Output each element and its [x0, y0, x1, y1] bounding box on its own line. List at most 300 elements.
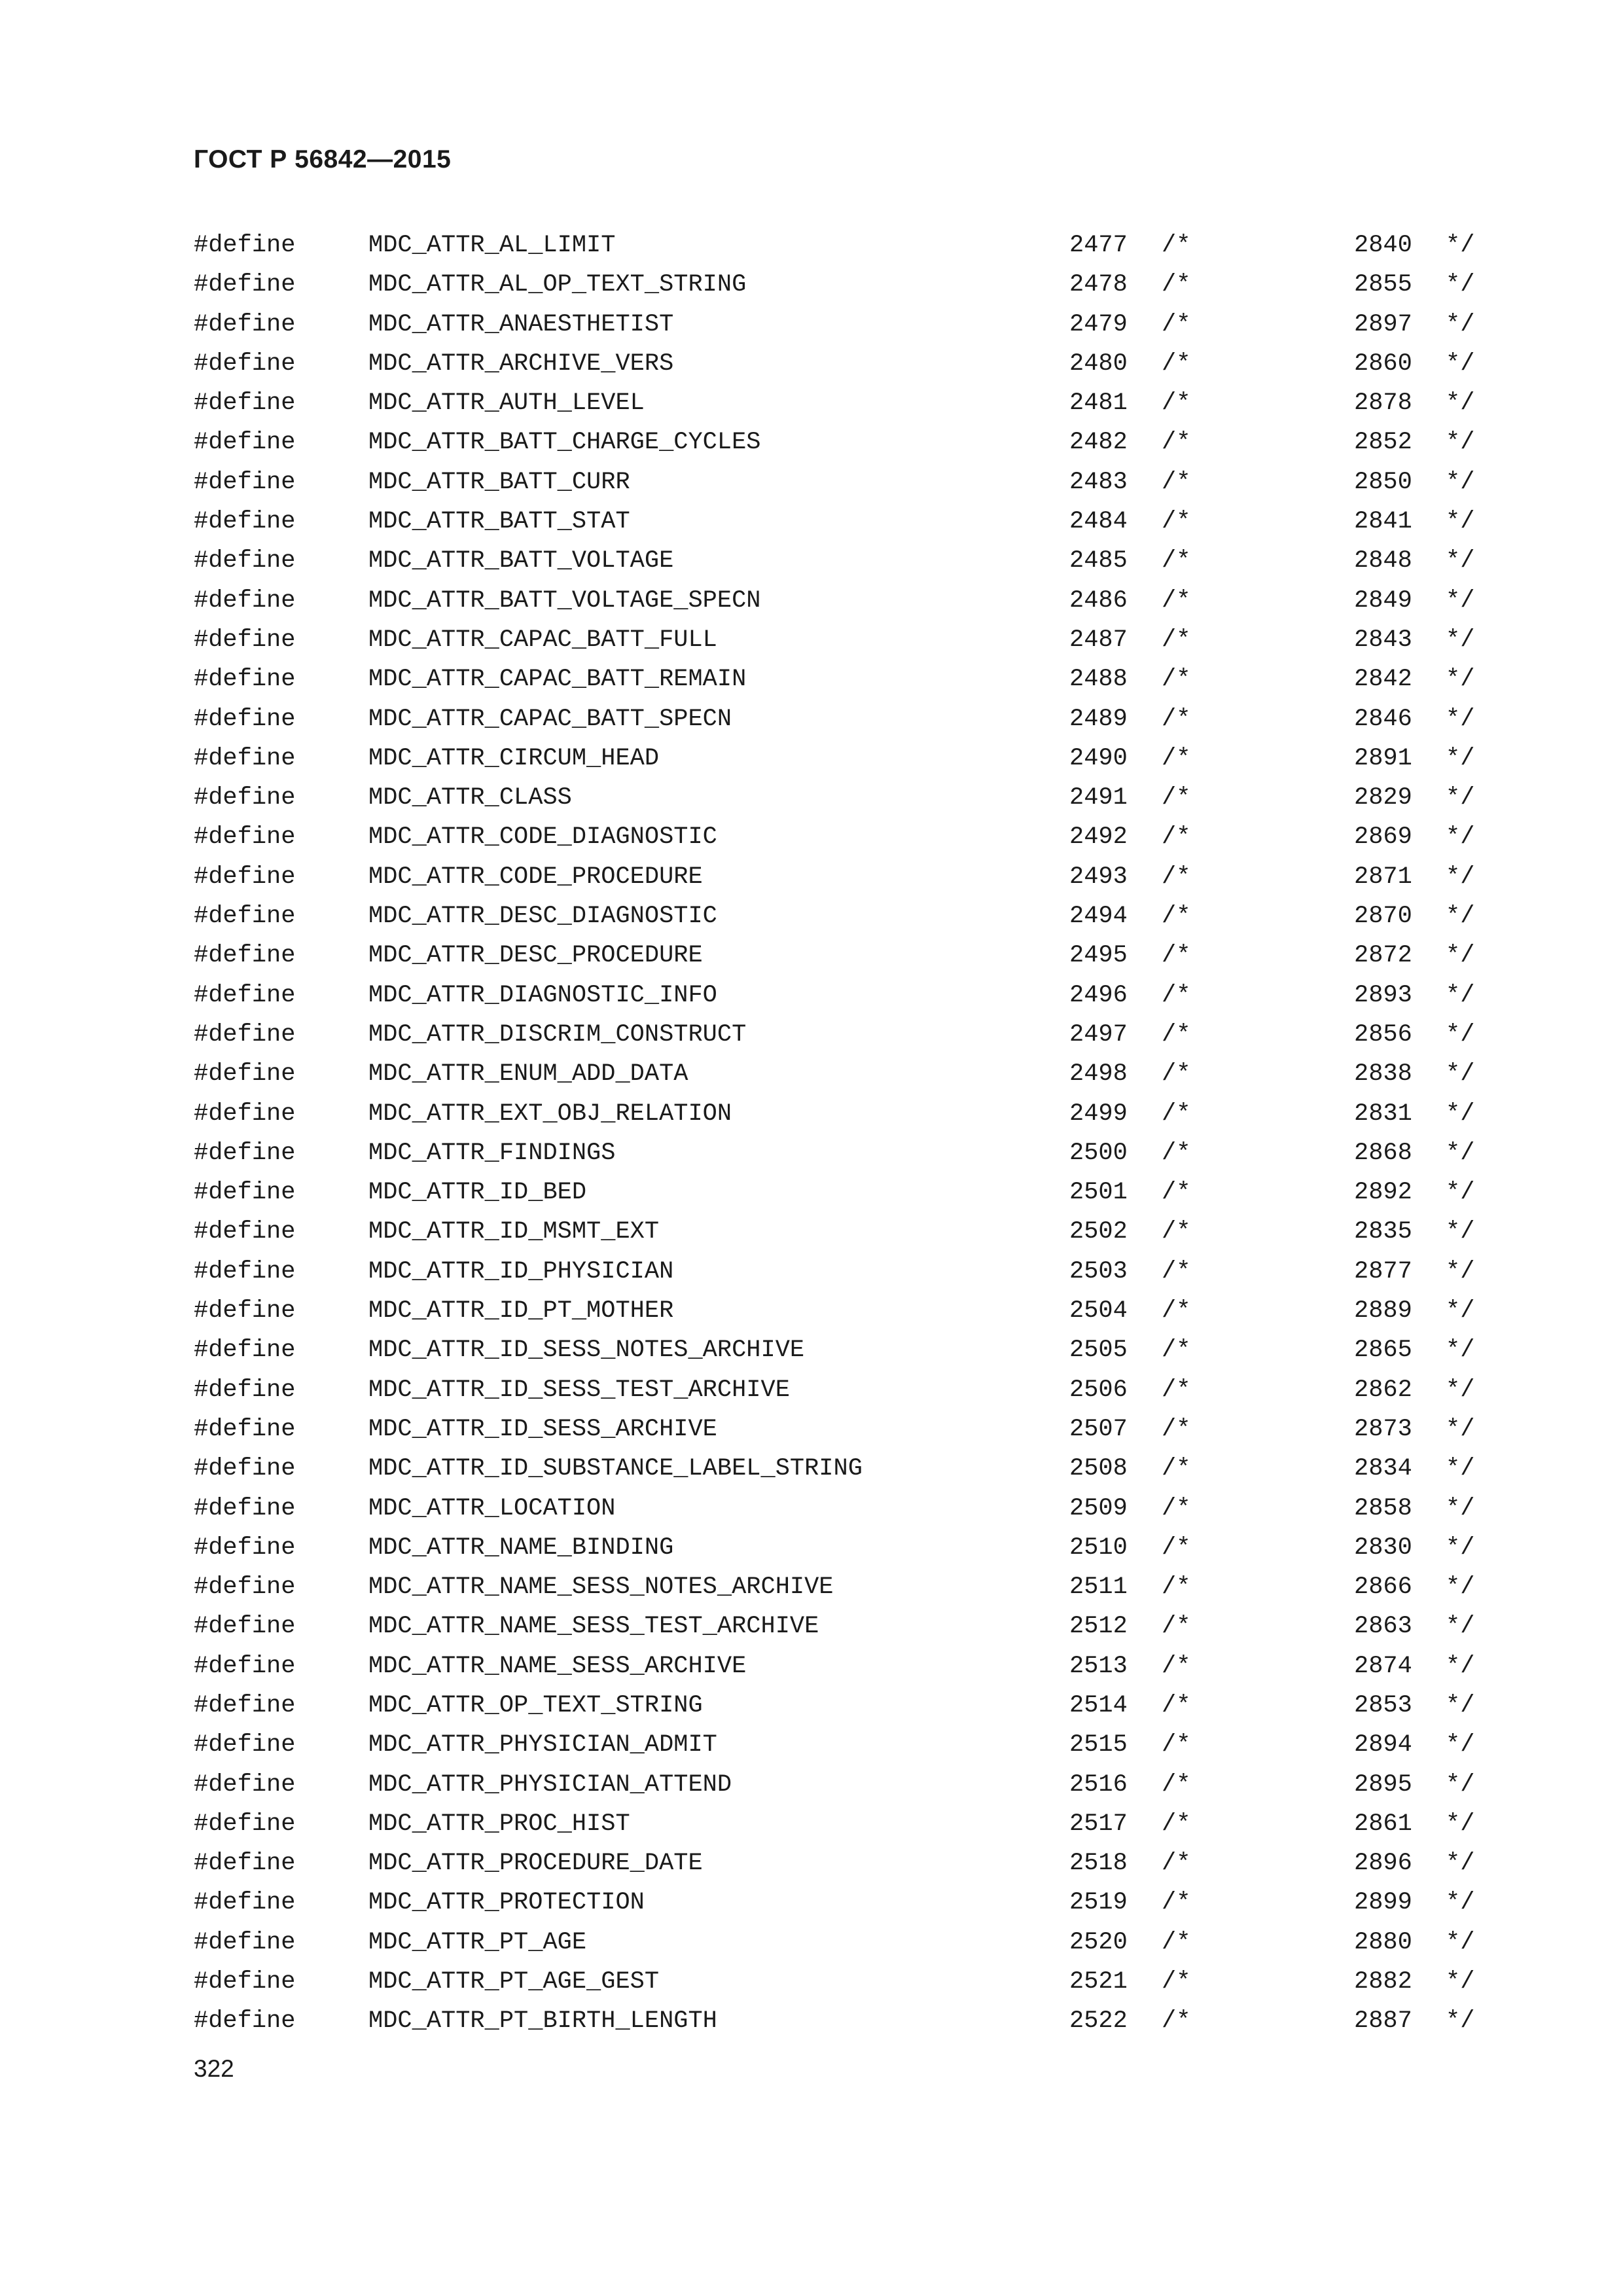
comment-open: /*: [1162, 1534, 1191, 1562]
define-value: 2481: [1069, 389, 1128, 418]
comment-code: 2861: [1354, 1810, 1412, 1838]
comment-code: 2880: [1354, 1928, 1412, 1956]
comment-close: */: [1446, 1415, 1475, 1443]
comment-code: 2873: [1354, 1415, 1412, 1443]
define-row: [0, 1844, 1623, 1883]
define-row: [0, 1252, 1623, 1291]
comment-open: /*: [1162, 389, 1191, 418]
comment-code: 2858: [1354, 1494, 1412, 1522]
comment-close: */: [1446, 1850, 1475, 1878]
comment-open: /*: [1162, 1770, 1191, 1799]
define-keyword: #define: [194, 784, 296, 812]
define-keyword: #define: [194, 310, 296, 338]
comment-code: 2843: [1354, 626, 1412, 654]
define-name: MDC_ATTR_ID_SESS_NOTES_ARCHIVE: [368, 1336, 805, 1365]
define-row: [0, 541, 1623, 581]
comment-open: /*: [1162, 1218, 1191, 1246]
define-value: 2506: [1069, 1376, 1128, 1404]
define-name: MDC_ATTR_ARCHIVE_VERS: [368, 350, 674, 378]
define-keyword: #define: [194, 232, 296, 259]
define-row: [0, 700, 1623, 739]
define-keyword: #define: [194, 1928, 296, 1956]
comment-close: */: [1446, 942, 1475, 970]
define-row: [0, 1449, 1623, 1488]
comment-close: */: [1446, 903, 1475, 931]
define-name: MDC_ATTR_LOCATION: [368, 1494, 616, 1522]
define-row: [0, 817, 1623, 857]
define-keyword: #define: [194, 1850, 296, 1878]
comment-open: /*: [1162, 1179, 1191, 1207]
define-name: MDC_ATTR_CAPAC_BATT_FULL: [368, 626, 717, 654]
define-row: [0, 1212, 1623, 1251]
comment-open: /*: [1162, 271, 1191, 299]
comment-open: /*: [1162, 823, 1191, 852]
define-keyword: #define: [194, 271, 296, 299]
define-value: 2522: [1069, 2007, 1128, 2036]
define-value: 2490: [1069, 744, 1128, 772]
comment-close: */: [1446, 1060, 1475, 1088]
define-keyword: #define: [194, 1060, 296, 1088]
comment-code: 2835: [1354, 1218, 1412, 1246]
define-row: [0, 739, 1623, 778]
comment-code: 2862: [1354, 1376, 1412, 1404]
define-value: 2507: [1069, 1415, 1128, 1443]
define-value: 2496: [1069, 981, 1128, 1009]
define-row: [0, 1686, 1623, 1725]
define-name: MDC_ATTR_ENUM_ADD_DATA: [368, 1060, 688, 1088]
define-row: [0, 1568, 1623, 1607]
comment-close: */: [1446, 981, 1475, 1009]
comment-close: */: [1446, 1336, 1475, 1365]
define-value: 2497: [1069, 1020, 1128, 1049]
define-row: [0, 976, 1623, 1015]
comment-code: 2870: [1354, 903, 1412, 931]
comment-close: */: [1446, 1534, 1475, 1562]
comment-open: /*: [1162, 1415, 1191, 1443]
define-value: 2488: [1069, 666, 1128, 694]
define-value: 2480: [1069, 350, 1128, 378]
comment-open: /*: [1162, 1100, 1191, 1128]
define-keyword: #define: [194, 626, 296, 654]
define-row: [0, 1489, 1623, 1528]
define-name: MDC_ATTR_ID_PHYSICIAN: [368, 1257, 674, 1285]
define-row: [0, 1054, 1623, 1094]
define-row: [0, 423, 1623, 462]
comment-open: /*: [1162, 2007, 1191, 2036]
define-value: 2517: [1069, 1810, 1128, 1838]
define-row: [0, 1607, 1623, 1646]
comment-close: */: [1446, 1810, 1475, 1838]
comment-code: 2840: [1354, 232, 1412, 259]
comment-close: */: [1446, 1376, 1475, 1404]
comment-code: 2887: [1354, 2007, 1412, 2036]
comment-close: */: [1446, 1652, 1475, 1680]
define-keyword: #define: [194, 1218, 296, 1246]
define-name: MDC_ATTR_ID_MSMT_EXT: [368, 1218, 660, 1246]
comment-open: /*: [1162, 1850, 1191, 1878]
define-name: MDC_ATTR_ID_SESS_TEST_ARCHIVE: [368, 1376, 790, 1404]
comment-close: */: [1446, 705, 1475, 733]
define-value: 2485: [1069, 547, 1128, 575]
comment-open: /*: [1162, 626, 1191, 654]
comment-code: 2896: [1354, 1850, 1412, 1878]
define-name: MDC_ATTR_AL_LIMIT: [368, 232, 616, 259]
comment-close: */: [1446, 1770, 1475, 1799]
comment-close: */: [1446, 468, 1475, 496]
define-row: [0, 660, 1623, 699]
define-value: 2520: [1069, 1928, 1128, 1956]
define-keyword: #define: [194, 1810, 296, 1838]
comment-open: /*: [1162, 1376, 1191, 1404]
comment-code: 2882: [1354, 1968, 1412, 1996]
define-row: [0, 1134, 1623, 1173]
define-row: [0, 1094, 1623, 1134]
define-keyword: #define: [194, 1336, 296, 1365]
define-keyword: #define: [194, 823, 296, 852]
define-value: 2518: [1069, 1850, 1128, 1878]
define-value: 2486: [1069, 586, 1128, 615]
define-keyword: #define: [194, 350, 296, 378]
define-name: MDC_ATTR_PHYSICIAN_ATTEND: [368, 1770, 732, 1799]
define-value: 2478: [1069, 271, 1128, 299]
define-name: MDC_ATTR_CAPAC_BATT_REMAIN: [368, 666, 747, 694]
define-value: 2515: [1069, 1731, 1128, 1759]
define-value: 2516: [1069, 1770, 1128, 1799]
define-row: [0, 1015, 1623, 1054]
comment-open: /*: [1162, 1494, 1191, 1522]
comment-close: */: [1446, 2007, 1475, 2036]
comment-open: /*: [1162, 903, 1191, 931]
comment-code: 2892: [1354, 1179, 1412, 1207]
define-row: [0, 1804, 1623, 1844]
comment-close: */: [1446, 1218, 1475, 1246]
comment-close: */: [1446, 784, 1475, 812]
comment-close: */: [1446, 744, 1475, 772]
define-value: 2504: [1069, 1297, 1128, 1325]
comment-close: */: [1446, 271, 1475, 299]
comment-open: /*: [1162, 1889, 1191, 1917]
comment-close: */: [1446, 1257, 1475, 1285]
define-row: [0, 936, 1623, 975]
define-value: 2482: [1069, 429, 1128, 457]
comment-close: */: [1446, 350, 1475, 378]
comment-code: 2831: [1354, 1100, 1412, 1128]
comment-close: */: [1446, 1455, 1475, 1483]
define-value: 2521: [1069, 1968, 1128, 1996]
define-name: MDC_ATTR_BATT_STAT: [368, 508, 630, 536]
comment-close: */: [1446, 863, 1475, 891]
comment-open: /*: [1162, 1731, 1191, 1759]
comment-open: /*: [1162, 744, 1191, 772]
define-keyword: #define: [194, 1455, 296, 1483]
comment-close: */: [1446, 1928, 1475, 1956]
define-value: 2477: [1069, 232, 1128, 259]
comment-open: /*: [1162, 1691, 1191, 1719]
define-keyword: #define: [194, 508, 296, 536]
comment-open: /*: [1162, 429, 1191, 457]
comment-code: 2853: [1354, 1691, 1412, 1719]
comment-close: */: [1446, 1139, 1475, 1167]
comment-open: /*: [1162, 1257, 1191, 1285]
define-value: 2500: [1069, 1139, 1128, 1167]
define-name: MDC_ATTR_NAME_SESS_NOTES_ARCHIVE: [368, 1573, 834, 1602]
define-keyword: #define: [194, 429, 296, 457]
comment-close: */: [1446, 1179, 1475, 1207]
define-value: 2503: [1069, 1257, 1128, 1285]
define-name: MDC_ATTR_ID_PT_MOTHER: [368, 1297, 674, 1325]
comment-open: /*: [1162, 1652, 1191, 1680]
comment-open: /*: [1162, 942, 1191, 970]
comment-open: /*: [1162, 784, 1191, 812]
page-number: 322: [194, 2055, 234, 2082]
define-keyword: #define: [194, 1494, 296, 1522]
define-value: 2505: [1069, 1336, 1128, 1365]
define-value: 2495: [1069, 942, 1128, 970]
define-keyword: #define: [194, 942, 296, 970]
comment-code: 2871: [1354, 863, 1412, 891]
define-name: MDC_ATTR_NAME_BINDING: [368, 1534, 674, 1562]
comment-code: 2838: [1354, 1060, 1412, 1088]
define-row: [0, 265, 1623, 304]
define-value: 2484: [1069, 508, 1128, 536]
comment-code: 2869: [1354, 823, 1412, 852]
define-row: [0, 857, 1623, 897]
define-list: [0, 226, 1623, 2041]
define-name: MDC_ATTR_BATT_VOLTAGE_SPECN: [368, 586, 761, 615]
comment-code: 2872: [1354, 942, 1412, 970]
define-keyword: #define: [194, 1968, 296, 1996]
define-keyword: #define: [194, 1573, 296, 1602]
comment-code: 2834: [1354, 1455, 1412, 1483]
define-row: [0, 305, 1623, 344]
define-name: MDC_ATTR_PROTECTION: [368, 1889, 645, 1917]
define-row: [0, 1725, 1623, 1765]
define-name: MDC_ATTR_NAME_SESS_ARCHIVE: [368, 1652, 747, 1680]
comment-close: */: [1446, 1494, 1475, 1522]
define-name: MDC_ATTR_ID_SESS_ARCHIVE: [368, 1415, 717, 1443]
comment-close: */: [1446, 547, 1475, 575]
define-value: 2501: [1069, 1179, 1128, 1207]
define-value: 2498: [1069, 1060, 1128, 1088]
define-row: [0, 581, 1623, 620]
define-value: 2494: [1069, 903, 1128, 931]
define-name: MDC_ATTR_NAME_SESS_TEST_ARCHIVE: [368, 1613, 819, 1641]
define-value: 2519: [1069, 1889, 1128, 1917]
define-keyword: #define: [194, 1415, 296, 1443]
define-keyword: #define: [194, 2007, 296, 2036]
comment-close: */: [1446, 1297, 1475, 1325]
comment-code: 2865: [1354, 1336, 1412, 1365]
comment-code: 2893: [1354, 981, 1412, 1009]
comment-close: */: [1446, 232, 1475, 259]
define-value: 2509: [1069, 1494, 1128, 1522]
define-keyword: #define: [194, 1770, 296, 1799]
comment-code: 2856: [1354, 1020, 1412, 1049]
comment-code: 2866: [1354, 1573, 1412, 1602]
define-keyword: #define: [194, 1613, 296, 1641]
define-name: MDC_ATTR_PT_BIRTH_LENGTH: [368, 2007, 717, 2036]
define-name: MDC_ATTR_CODE_PROCEDURE: [368, 863, 703, 891]
comment-open: /*: [1162, 1573, 1191, 1602]
comment-close: */: [1446, 823, 1475, 852]
comment-close: */: [1446, 429, 1475, 457]
comment-code: 2860: [1354, 350, 1412, 378]
comment-close: */: [1446, 1968, 1475, 1996]
define-keyword: #define: [194, 1179, 296, 1207]
define-name: MDC_ATTR_BATT_CURR: [368, 468, 630, 496]
define-keyword: #define: [194, 705, 296, 733]
define-keyword: #define: [194, 1376, 296, 1404]
comment-open: /*: [1162, 1139, 1191, 1167]
page-header-title: ГОСТ Р 56842—2015: [194, 145, 452, 173]
comment-code: 2850: [1354, 468, 1412, 496]
comment-close: */: [1446, 1691, 1475, 1719]
comment-open: /*: [1162, 508, 1191, 536]
define-row: [0, 1410, 1623, 1449]
define-name: MDC_ATTR_AL_OP_TEXT_STRING: [368, 271, 747, 299]
define-value: 2514: [1069, 1691, 1128, 1719]
define-keyword: #define: [194, 586, 296, 615]
define-name: MDC_ATTR_PROC_HIST: [368, 1810, 630, 1838]
comment-open: /*: [1162, 1336, 1191, 1365]
define-row: [0, 226, 1623, 265]
define-value: 2483: [1069, 468, 1128, 496]
comment-close: */: [1446, 1573, 1475, 1602]
define-row: [0, 1962, 1623, 2001]
define-row: [0, 1331, 1623, 1370]
define-keyword: #define: [194, 389, 296, 418]
comment-code: 2849: [1354, 586, 1412, 615]
comment-open: /*: [1162, 981, 1191, 1009]
define-keyword: #define: [194, 666, 296, 694]
comment-code: 2891: [1354, 744, 1412, 772]
comment-code: 2848: [1354, 547, 1412, 575]
comment-open: /*: [1162, 705, 1191, 733]
define-name: MDC_ATTR_ID_SUBSTANCE_LABEL_STRING: [368, 1455, 863, 1483]
define-name: MDC_ATTR_CLASS: [368, 784, 572, 812]
define-value: 2491: [1069, 784, 1128, 812]
define-name: MDC_ATTR_BATT_CHARGE_CYCLES: [368, 429, 761, 457]
comment-close: */: [1446, 389, 1475, 418]
comment-open: /*: [1162, 1968, 1191, 1996]
define-name: MDC_ATTR_CIRCUM_HEAD: [368, 744, 660, 772]
define-name: MDC_ATTR_ANAESTHETIST: [368, 310, 674, 338]
comment-open: /*: [1162, 1928, 1191, 1956]
define-value: 2492: [1069, 823, 1128, 852]
define-name: MDC_ATTR_PT_AGE_GEST: [368, 1968, 660, 1996]
define-name: MDC_ATTR_CAPAC_BATT_SPECN: [368, 705, 732, 733]
define-name: MDC_ATTR_EXT_OBJ_RELATION: [368, 1100, 732, 1128]
comment-open: /*: [1162, 310, 1191, 338]
define-row: [0, 778, 1623, 817]
define-row: [0, 897, 1623, 936]
define-value: 2513: [1069, 1652, 1128, 1680]
define-name: MDC_ATTR_DIAGNOSTIC_INFO: [368, 981, 717, 1009]
comment-close: */: [1446, 586, 1475, 615]
comment-open: /*: [1162, 1297, 1191, 1325]
comment-code: 2829: [1354, 784, 1412, 812]
comment-open: /*: [1162, 232, 1191, 259]
define-name: MDC_ATTR_ID_BED: [368, 1179, 587, 1207]
define-name: MDC_ATTR_DESC_DIAGNOSTIC: [368, 903, 717, 931]
define-value: 2493: [1069, 863, 1128, 891]
define-value: 2479: [1069, 310, 1128, 338]
define-keyword: #define: [194, 1257, 296, 1285]
define-name: MDC_ATTR_FINDINGS: [368, 1139, 616, 1167]
define-name: MDC_ATTR_PROCEDURE_DATE: [368, 1850, 703, 1878]
define-row: [0, 384, 1623, 423]
comment-code: 2830: [1354, 1534, 1412, 1562]
define-value: 2510: [1069, 1534, 1128, 1562]
comment-open: /*: [1162, 863, 1191, 891]
comment-code: 2855: [1354, 271, 1412, 299]
define-name: MDC_ATTR_PT_AGE: [368, 1928, 587, 1956]
comment-close: */: [1446, 626, 1475, 654]
define-value: 2487: [1069, 626, 1128, 654]
define-row: [0, 1923, 1623, 1962]
comment-code: 2852: [1354, 429, 1412, 457]
define-keyword: #define: [194, 1731, 296, 1759]
define-keyword: #define: [194, 1139, 296, 1167]
define-keyword: #define: [194, 1652, 296, 1680]
define-keyword: #define: [194, 1100, 296, 1128]
comment-close: */: [1446, 666, 1475, 694]
comment-close: */: [1446, 508, 1475, 536]
comment-code: 2895: [1354, 1770, 1412, 1799]
define-row: [0, 1528, 1623, 1568]
define-row: [0, 1291, 1623, 1331]
define-keyword: #define: [194, 981, 296, 1009]
define-value: 2502: [1069, 1218, 1128, 1246]
comment-code: 2842: [1354, 666, 1412, 694]
comment-code: 2874: [1354, 1652, 1412, 1680]
define-keyword: #define: [194, 1020, 296, 1049]
comment-open: /*: [1162, 1613, 1191, 1641]
comment-close: */: [1446, 1020, 1475, 1049]
define-value: 2511: [1069, 1573, 1128, 1602]
comment-code: 2897: [1354, 310, 1412, 338]
define-row: [0, 2001, 1623, 2041]
define-row: [0, 1371, 1623, 1410]
comment-code: 2878: [1354, 389, 1412, 418]
comment-code: 2877: [1354, 1257, 1412, 1285]
define-row: [0, 1173, 1623, 1212]
comment-open: /*: [1162, 547, 1191, 575]
define-keyword: #define: [194, 1691, 296, 1719]
define-name: MDC_ATTR_AUTH_LEVEL: [368, 389, 645, 418]
define-name: MDC_ATTR_DISCRIM_CONSTRUCT: [368, 1020, 747, 1049]
comment-open: /*: [1162, 586, 1191, 615]
define-row: [0, 1765, 1623, 1804]
comment-close: */: [1446, 1731, 1475, 1759]
define-value: 2499: [1069, 1100, 1128, 1128]
comment-code: 2894: [1354, 1731, 1412, 1759]
define-value: 2512: [1069, 1613, 1128, 1641]
comment-open: /*: [1162, 1020, 1191, 1049]
comment-code: 2846: [1354, 705, 1412, 733]
define-name: MDC_ATTR_OP_TEXT_STRING: [368, 1691, 703, 1719]
define-keyword: #define: [194, 1889, 296, 1917]
comment-code: 2841: [1354, 508, 1412, 536]
define-name: MDC_ATTR_PHYSICIAN_ADMIT: [368, 1731, 717, 1759]
define-row: [0, 1647, 1623, 1686]
comment-open: /*: [1162, 666, 1191, 694]
comment-code: 2868: [1354, 1139, 1412, 1167]
comment-code: 2863: [1354, 1613, 1412, 1641]
comment-open: /*: [1162, 1455, 1191, 1483]
define-row: [0, 502, 1623, 541]
define-value: 2508: [1069, 1455, 1128, 1483]
